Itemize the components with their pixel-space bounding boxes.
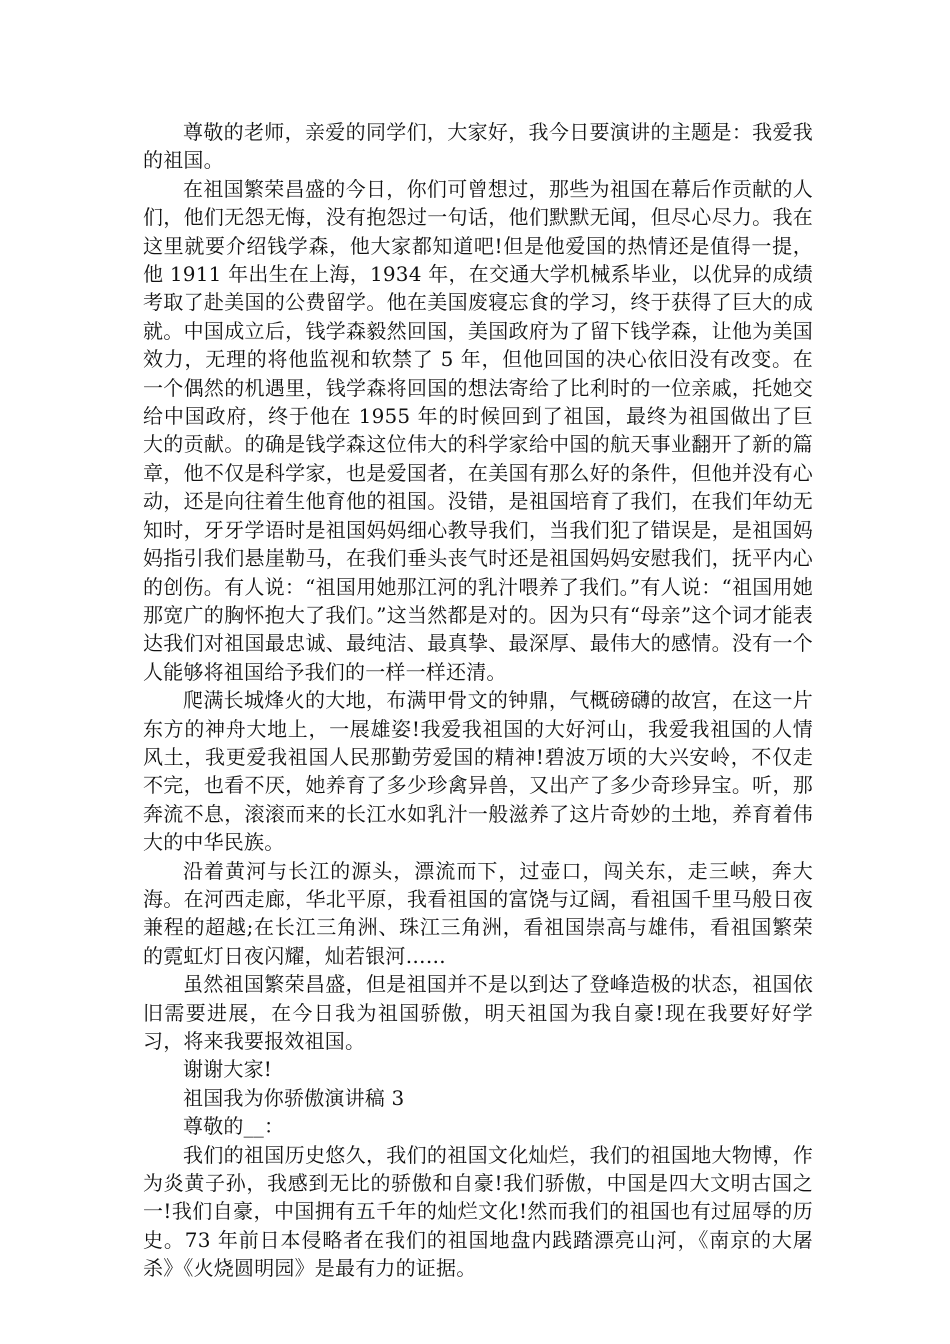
paragraph-qian-xuesen: 在祖国繁荣昌盛的今日，你们可曾想过，那些为祖国在幕后作贡献的人们，他们无怨无悔，没有抱怨过一句话，他们默默无闻，但尽心尽力。我在这里就要介绍钱学森，他大家都知道吧!但是他爱国的热情还是值得一提，他 1911 年出生在上海，1934 年，在交通大学机械系毕业，以优异的成绩考取了赴美国的公费留学。他在美国废寝忘食的学习，终于获得了巨大的成就。中国成立后，钱学森毅然回国，美国政府为了留下钱学森，让他为美国效力，无理的将他监视和软禁了 5 年，但他回国的决心依旧没有改变。在一个偶然的机遇里，钱学森将回国的想法寄给了比利时的一位亲戚，托她交给中国政府，终于他在 1955 年的时候回到了祖国，最终为祖国做出了巨大的贡献。的确是钱学森这位伟大的科学家给中国的航天事业翻开了新的篇章，他不仅是科学家，也是爱国者，在美国有那么好的条件，但他并没有心动，还是向往着生他育他的祖国。没错，是祖国培育了我们，在我们年幼无知时，牙牙学语时是祖国妈妈细心教导我们，当我们犯了错误是，是祖国妈妈指引我们悬崖勒马，在我们垂头丧气时还是祖国妈妈安慰我们，抚平内心的创伤。有人说：“祖国用她那江河的乳汁喂养了我们。”有人说：“祖国用她那宽广的胸怀抱大了我们。”这当然都是对的。因为只有“母亲”这个词才能表达我们对祖国最忠诚、最纯洁、最真挚、最深厚、最伟大的感情。没有一个人能够将祖国给予我们的一样一样还清。 — [143, 176, 813, 684]
speech-salutation: 尊敬的__： — [183, 1114, 285, 1139]
paragraph-rivers: 沿着黄河与长江的源头，漂流而下，过壶口，闯关东，走三峡，奔大海。在河西走廊，华北平原，我看祖国的富饶与辽阔，看祖国千里马般日夜兼程的超越;在长江三角洲、珠江三角洲，看祖国崇高与雄伟，看祖国繁荣的霓虹灯日夜闪耀，灿若银河…… — [143, 858, 813, 968]
paragraph-greeting: 尊敬的老师，亲爱的同学们，大家好，我今日要演讲的主题是：我爱我的祖国。 — [143, 120, 813, 173]
paragraph-great-wall: 爬满长城烽火的大地，布满甲骨文的钟鼎，气概磅礴的故宫，在这一片东方的神舟大地上，一展雄姿!我爱我祖国的大好河山，我爱我祖国的人情风土，我更爱我祖国人民那勤劳爱国的精神!碧波万顷的大兴安岭，不仅走不完，也看不厌，她养育了多少珍禽异兽，又出产了多少奇珍异宝。听，那奔流不息，滚滚而来的长江水如乳汁一般滋养了这片奇妙的土地，养育着伟大的中华民族。 — [143, 688, 813, 855]
speech-title: 祖国我为你骄傲演讲稿 3 — [183, 1085, 405, 1110]
paragraph-thanks: 谢谢大家! — [183, 1057, 273, 1082]
paragraph-conclusion: 虽然祖国繁荣昌盛，但是祖国并不是以到达了登峰造极的状态，祖国依旧需要进展，在今日我为祖国骄傲，明天祖国为我自豪!现在我要好好学习，将来我要报效祖国。 — [143, 972, 813, 1053]
document-body — [143, 118, 813, 1283]
paragraph-history: 我们的祖国历史悠久，我们的祖国文化灿烂，我们的祖国地大物博，作为炎黄子孙，我感到无比的骄傲和自豪!我们骄傲，中国是四大文明古国之一!我们自豪，中国拥有五千年的灿烂文化!然而我们的祖国也有过屈辱的历史。73 年前日本侵略者在我们的祖国地盘内践踏漂亮山河，《南京的大屠杀》《火烧圆明园》是最有力的证据。 — [143, 1142, 813, 1281]
